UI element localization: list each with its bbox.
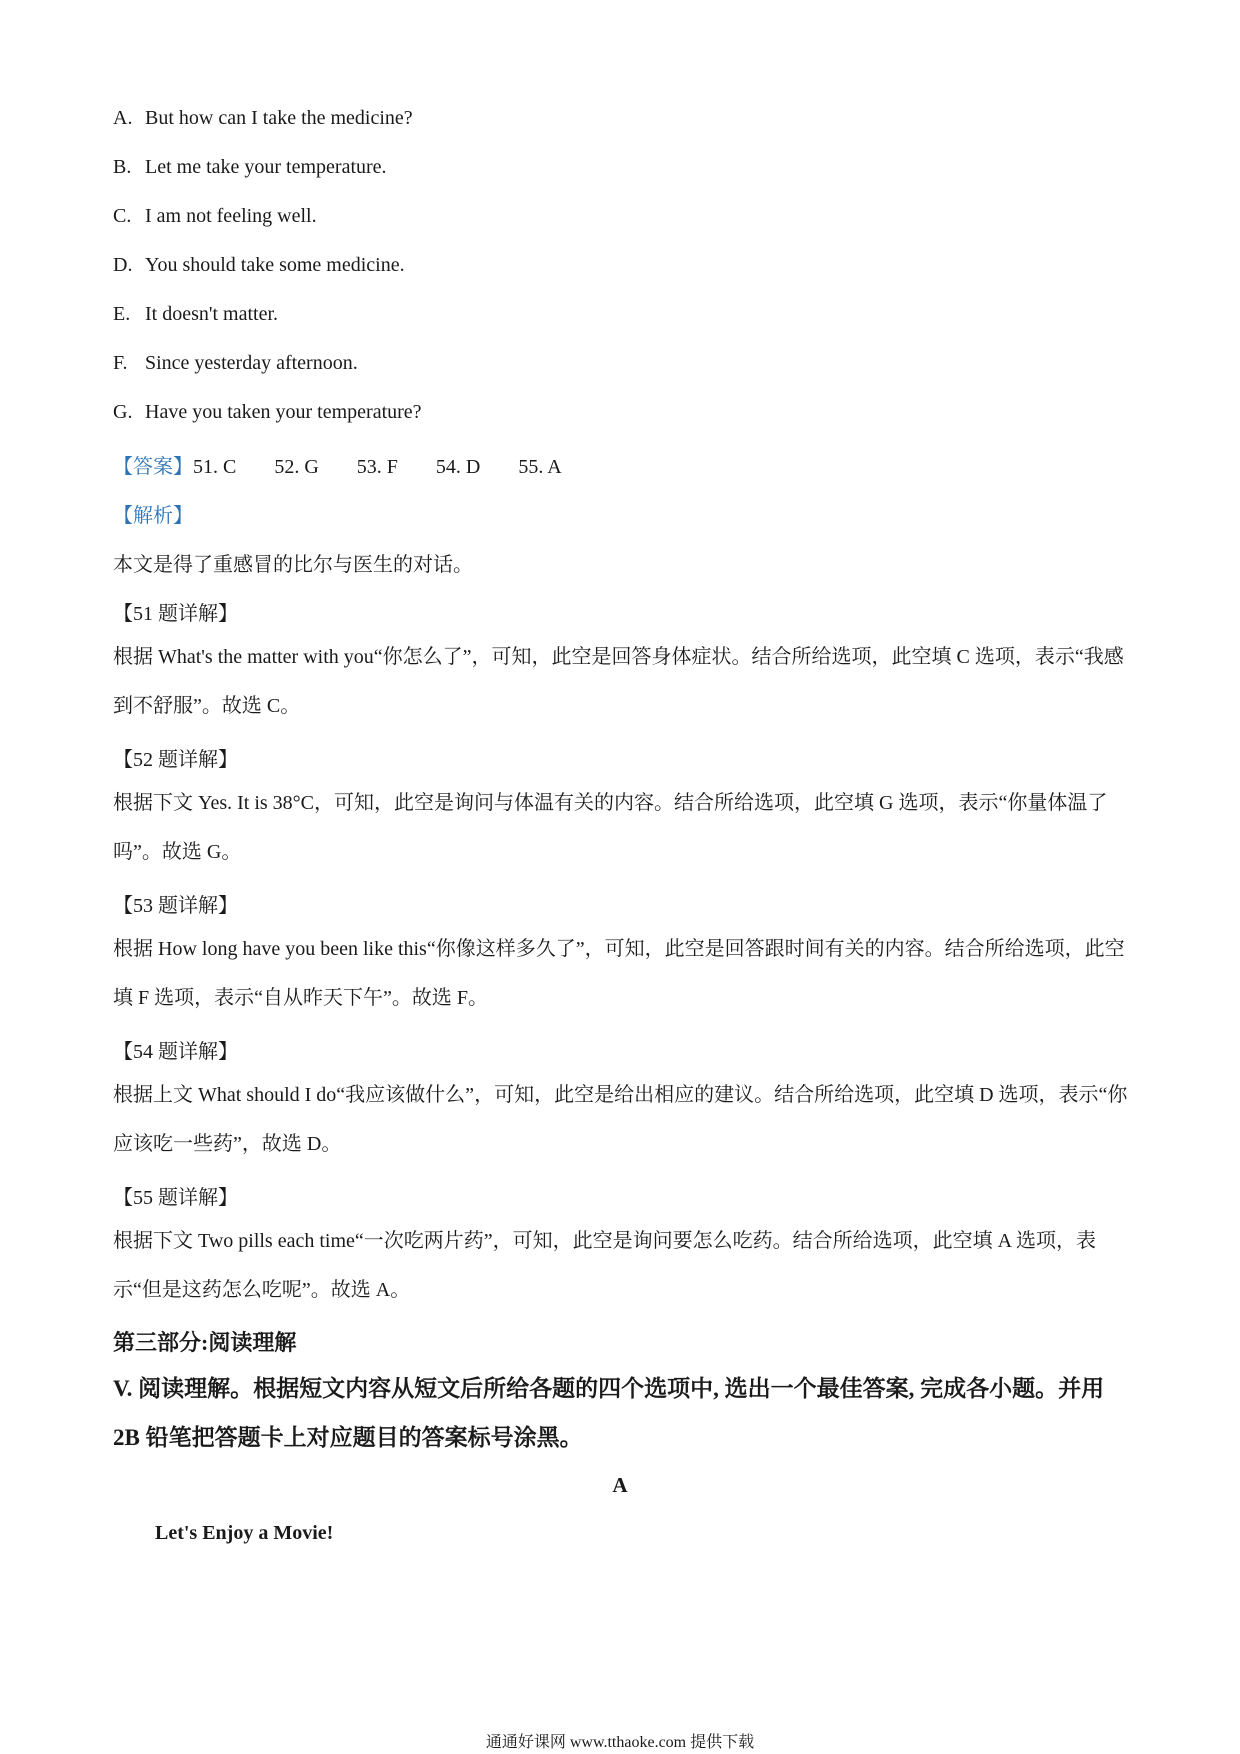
option-c xyxy=(113,205,317,228)
option-g xyxy=(113,401,422,424)
option-f xyxy=(113,352,358,375)
detail-text-53: 根据 How long have you been like this“你像这样多久了”，可知，此空是回答跟时间有关的内容。结合所给选项，此空填 F 选项，表示“自从昨天下午”。故选 F。 xyxy=(113,938,1125,1009)
option-letter: D. xyxy=(113,254,133,276)
option-letter: E. xyxy=(113,303,131,325)
option-text: But how can I take the medicine? xyxy=(145,107,413,129)
option-letter: F. xyxy=(113,352,128,374)
option-b xyxy=(113,156,387,179)
detail-text-51: 根据 What's the matter with you“你怎么了”，可知，此空是回答身体症状。结合所给选项，此空填 C 选项，表示“我感到不舒服”。故选 C。 xyxy=(113,646,1124,717)
detail-heading-55: 【55 题详解】 xyxy=(113,1187,238,1209)
option-text: Have you taken your temperature? xyxy=(145,401,422,423)
footer: 通通好课网 www.tthaoke.com 提供下载 xyxy=(485,1734,755,1751)
option-text: I am not feeling well. xyxy=(145,205,317,227)
summary: 本文是得了重感冒的比尔与医生的对话。 xyxy=(113,554,473,576)
option-letter: A. xyxy=(113,107,133,129)
section-instruction: V. 阅读理解。根据短文内容从短文后所给各题的四个选项中, 选出一个最佳答案, 完成各小题。并用 2B 铅笔把答题卡上对应题目的答案标号涂黑。 xyxy=(113,1376,1105,1450)
detail-text-52: 根据下文 Yes. It is 38°C，可知，此空是询问与体温有关的内容。结合所给选项，此空填 G 选项，表示“你量体温了吗”。故选 G。 xyxy=(113,792,1108,863)
option-d xyxy=(113,254,405,277)
option-text: Let me take your temperature. xyxy=(145,156,387,178)
answer-55: 55. A xyxy=(518,456,562,478)
answer-label: 【答案】 xyxy=(113,456,193,478)
option-letter: C. xyxy=(113,205,132,227)
option-letter: B. xyxy=(113,156,132,178)
option-text: You should take some medicine. xyxy=(145,254,405,276)
detail-heading-53: 【53 题详解】 xyxy=(113,895,238,917)
option-a xyxy=(113,107,413,130)
detail-heading-52: 【52 题详解】 xyxy=(113,749,238,771)
answer-51: 51. C xyxy=(193,456,237,478)
detail-text-55: 根据下文 Two pills each time“一次吃两片药”，可知，此空是询问要怎么吃药。结合所给选项，此空填 A 选项，表示“但是这药怎么吃呢”。故选 A。 xyxy=(113,1230,1096,1301)
analysis-label: 【解析】 xyxy=(113,505,193,527)
answer-line xyxy=(113,450,600,479)
answer-52: 52. G xyxy=(274,456,319,478)
detail-heading-51: 【51 题详解】 xyxy=(113,603,238,625)
option-e xyxy=(113,303,278,326)
answer-53: 53. F xyxy=(356,456,398,478)
detail-heading-54: 【54 题详解】 xyxy=(113,1041,238,1063)
option-letter: G. xyxy=(113,401,133,423)
option-text: Since yesterday afternoon. xyxy=(145,352,358,374)
answer-54: 54. D xyxy=(435,456,481,478)
detail-text-54: 根据上文 What should I do“我应该做什么”，可知，此空是给出相应的建议。结合所给选项，此空填 D 选项，表示“你应该吃一些药”，故选 D。 xyxy=(113,1084,1128,1155)
passage-title: Let's Enjoy a Movie! xyxy=(155,1522,334,1544)
passage-letter: A xyxy=(612,1473,628,1497)
option-text: It doesn't matter. xyxy=(145,303,279,325)
section-title: 第三部分:阅读理解 xyxy=(113,1330,297,1355)
